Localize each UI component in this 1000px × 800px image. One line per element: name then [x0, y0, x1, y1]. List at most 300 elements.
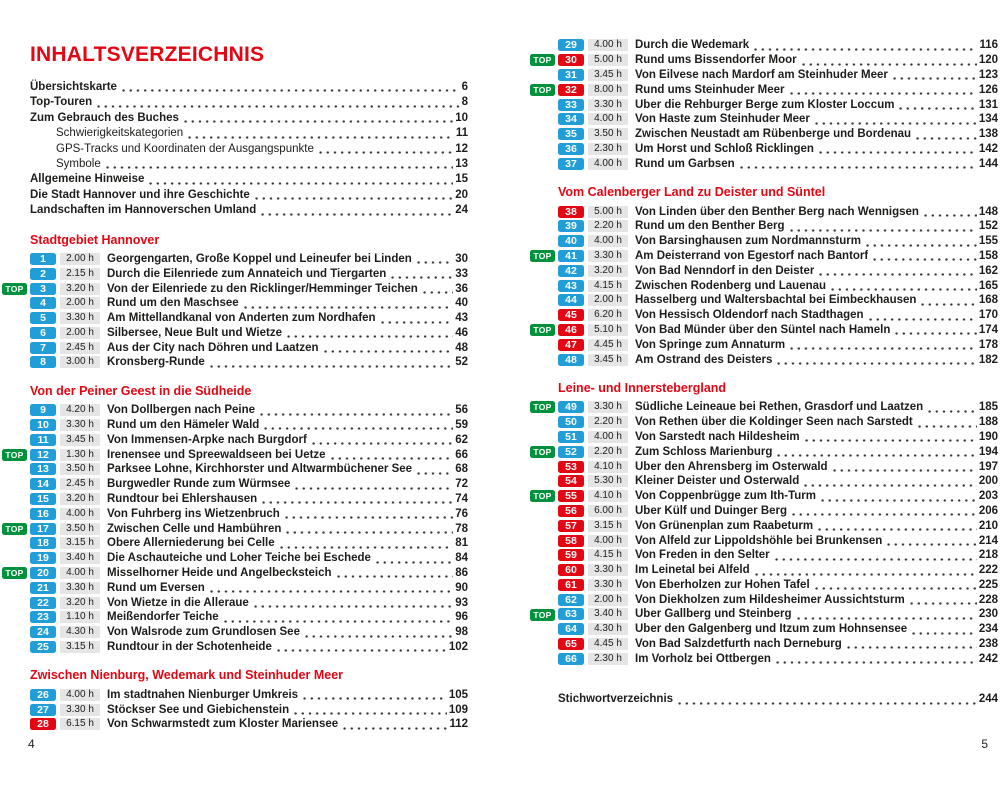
leader-dots: [293, 486, 453, 491]
tour-number-badge: 62: [558, 594, 584, 606]
tour-title: Rund um Eversen: [107, 581, 205, 594]
leader-dots: [788, 228, 977, 233]
tour-page-ref: 218: [978, 549, 998, 562]
tour-row: [558, 415, 998, 430]
tour-duration: 3.45 h: [588, 354, 628, 366]
tour-page-ref: 96: [455, 611, 468, 624]
tour-duration: 4.00 h: [588, 158, 628, 170]
tour-duration: 3.50 h: [60, 463, 100, 475]
top-badge: TOP: [2, 283, 27, 295]
tour-row: [30, 717, 468, 732]
tour-page-ref: 56: [455, 404, 468, 417]
leader-dots: [301, 696, 447, 701]
tour-row: [558, 112, 998, 127]
tour-row: [533, 400, 998, 415]
tour-row: [5, 566, 468, 581]
tour-page-ref: 112: [449, 718, 468, 731]
tour-number-badge: 49: [558, 401, 584, 413]
leader-dots: [208, 589, 453, 594]
section-heading: Leine- und Innerstebergland: [558, 380, 727, 395]
tour-row: [558, 337, 998, 352]
index-entry-label: Stichwortverzeichnis: [558, 693, 674, 706]
tour-row: [533, 444, 998, 459]
tour-number-badge: 63: [558, 608, 584, 620]
tour-duration: 3.30 h: [60, 312, 100, 324]
tour-duration: 3.20 h: [588, 265, 628, 277]
leader-dots: [831, 468, 977, 473]
front-matter-label: Symbole: [56, 157, 101, 170]
tour-duration: 4.45 h: [588, 638, 628, 650]
tour-number-badge: 28: [30, 718, 56, 730]
tour-row: [558, 533, 998, 548]
tour-row: [30, 640, 468, 655]
tour-number-badge: 30: [558, 54, 584, 66]
tour-row: [30, 687, 468, 702]
tour-page-ref: 242: [978, 652, 998, 665]
leader-dots: [104, 165, 453, 170]
top-badge: TOP: [530, 490, 555, 502]
tour-title: Zum Schloss Marienburg: [635, 445, 773, 458]
tour-page-ref: 123: [978, 68, 998, 81]
tour-title: Rund um Garbsen: [635, 157, 735, 170]
section-heading: Stadtgebiet Hannover: [30, 232, 160, 247]
tour-number-badge: 65: [558, 638, 584, 650]
tour-title: Rundtour bei Ehlershausen: [107, 493, 258, 506]
tour-title: Kronsberg-Runde: [107, 356, 205, 369]
tour-duration: 3.20 h: [60, 283, 100, 295]
tour-row: [558, 563, 998, 578]
tour-number-badge: 53: [558, 461, 584, 473]
tour-page-ref: 78: [455, 522, 468, 535]
tour-title: Kleiner Deister und Osterwald: [635, 475, 800, 488]
front-matter-item: [30, 95, 468, 110]
leader-dots: [910, 631, 977, 636]
tour-page-ref: 194: [978, 445, 998, 458]
tour-number-badge: 43: [558, 280, 584, 292]
leader-dots: [182, 119, 453, 124]
tour-title: Misselhorner Heide und Angelbecksteich: [107, 567, 332, 580]
tour-page-ref: 144: [978, 157, 998, 170]
front-matter-item: [30, 80, 468, 95]
leader-dots: [813, 586, 977, 591]
tour-page-ref: 185: [978, 401, 998, 414]
tour-row: [533, 607, 998, 622]
tour-duration: 4.15 h: [588, 549, 628, 561]
tour-duration: 4.10 h: [588, 461, 628, 473]
leader-dots: [738, 165, 977, 170]
tour-row: [558, 352, 998, 367]
tour-title: Von Sarstedt nach Hildesheim: [635, 430, 800, 443]
leader-dots: [908, 601, 977, 606]
tour-duration: 3.30 h: [60, 419, 100, 431]
tour-title: Über den Ahrensberg im Osterwald: [635, 460, 828, 473]
tour-number-badge: 11: [30, 434, 56, 446]
tour-title: Die Aschauteiche und Loher Teiche bei Eschede: [107, 552, 371, 565]
tour-page-ref: 93: [455, 596, 468, 609]
front-matter-label: GPS-Tracks und Koordinaten der Ausgangspunkte: [56, 142, 314, 155]
tour-row: [30, 403, 468, 418]
tour-duration: 2.00 h: [588, 294, 628, 306]
tour-title: Meißendorfer Teiche: [107, 611, 219, 624]
tour-page-ref: 126: [978, 83, 998, 96]
tour-number-badge: 29: [558, 39, 584, 51]
tour-row: [30, 326, 468, 341]
tour-title: Von Alfeld zur Lippoldshöhle bei Brunkensen: [635, 534, 883, 547]
tour-number-badge: 35: [558, 128, 584, 140]
leader-dots: [374, 560, 453, 565]
tour-sections-right: [533, 38, 998, 666]
tour-duration: 4.15 h: [588, 280, 628, 292]
leader-dots: [262, 426, 453, 431]
tour-duration: 5.00 h: [588, 206, 628, 218]
tour-duration: 2.00 h: [60, 297, 100, 309]
tour-page-ref: 152: [978, 220, 998, 233]
index-entry-row: [558, 692, 998, 707]
page-ref: 15: [455, 173, 468, 186]
tour-row: [558, 592, 998, 607]
tour-title: Am Mittellandkanal von Anderten zum Nordhafen: [107, 312, 376, 325]
tour-title: Über Külf und Duinger Berg: [635, 504, 788, 517]
tour-page-ref: 170: [978, 309, 998, 322]
tour-page-ref: 72: [455, 478, 468, 491]
tour-page-ref: 214: [978, 534, 998, 547]
leader-dots: [415, 471, 453, 476]
leader-dots: [322, 349, 454, 354]
tour-duration: 4.00 h: [60, 508, 100, 520]
leader-dots: [329, 456, 454, 461]
tour-title: Rund ums Steinhuder Meer: [635, 83, 785, 96]
tour-number-badge: 56: [558, 505, 584, 517]
tour-row: [533, 53, 998, 68]
tour-page-ref: 48: [455, 341, 468, 354]
leader-dots: [819, 498, 977, 503]
tour-title: Um Horst und Schloß Ricklingen: [635, 142, 814, 155]
tour-title: Von Schwarmstedt zum Kloster Mariensee: [107, 718, 339, 731]
tour-page-ref: 234: [978, 623, 998, 636]
tour-number-badge: 45: [558, 309, 584, 321]
tour-title: Am Ostrand des Deisters: [635, 353, 773, 366]
tour-page-ref: 30: [455, 252, 468, 265]
top-badge: TOP: [2, 567, 27, 579]
tour-number-badge: 66: [558, 653, 584, 665]
tour-number-badge: 50: [558, 416, 584, 428]
tour-number-badge: 42: [558, 265, 584, 277]
tour-number-badge: 52: [558, 446, 584, 458]
leader-dots: [278, 545, 454, 550]
tour-title: Im Leinetal bei Alfeld: [635, 564, 750, 577]
tour-duration: 3.30 h: [588, 99, 628, 111]
tour-duration: 4.00 h: [588, 431, 628, 443]
leader-dots: [817, 150, 977, 155]
page-ref: 6: [461, 81, 468, 93]
tour-duration: 6.15 h: [60, 718, 100, 730]
tour-duration: 8.00 h: [588, 84, 628, 96]
tour-page-ref: 178: [978, 338, 998, 351]
tour-number-badge: 41: [558, 250, 584, 262]
tour-row: [5, 447, 468, 462]
tour-duration: 3.20 h: [60, 493, 100, 505]
tour-row: [558, 156, 998, 171]
tour-row: [558, 504, 998, 519]
tour-page-ref: 76: [455, 507, 468, 520]
tour-title: Von Eilvese nach Mardorf am Steinhuder Meer: [635, 68, 888, 81]
tour-title: Zwischen Neustadt am Rübenberge und Bordenau: [635, 128, 912, 141]
tour-row: [558, 308, 998, 323]
tour-title: Von Bad Nenndorf in den Deister: [635, 264, 815, 277]
leader-dots: [285, 334, 453, 339]
tour-duration: 4.00 h: [588, 39, 628, 51]
tour-duration: 2.20 h: [588, 446, 628, 458]
tour-title: Von Immensen-Arpke nach Burgdorf: [107, 433, 307, 446]
top-badge: TOP: [530, 401, 555, 413]
tour-number-badge: 20: [30, 567, 56, 579]
tour-row: [558, 263, 998, 278]
leader-dots: [803, 438, 977, 443]
tour-page-ref: 84: [455, 552, 468, 565]
tour-duration: 2.30 h: [588, 653, 628, 665]
tour-duration: 4.00 h: [60, 567, 100, 579]
tour-number-badge: 17: [30, 523, 56, 535]
tour-title: Von Bad Münder über den Süntel nach Hameln: [635, 323, 891, 336]
tour-row: [30, 477, 468, 492]
tour-row: [533, 323, 998, 338]
tour-duration: 5.30 h: [588, 475, 628, 487]
leader-dots: [252, 604, 453, 609]
front-matter-list: [30, 80, 468, 219]
tour-page-ref: 66: [455, 448, 468, 461]
tour-duration: 4.45 h: [588, 339, 628, 351]
leader-dots: [922, 213, 977, 218]
leader-dots: [389, 275, 453, 280]
tour-page-ref: 197: [978, 460, 998, 473]
tour-page-ref: 228: [978, 593, 998, 606]
leader-dots: [788, 91, 977, 96]
tour-duration: 3.50 h: [588, 128, 628, 140]
tour-number-badge: 39: [558, 220, 584, 232]
tour-title: Rundtour in der Schotenheide: [107, 641, 272, 654]
tour-number-badge: 44: [558, 294, 584, 306]
front-matter-label: Top-Touren: [30, 96, 93, 109]
leader-dots: [926, 409, 977, 414]
tour-number-badge: 37: [558, 158, 584, 170]
leader-dots: [186, 135, 454, 140]
page-ref: 8: [461, 96, 468, 109]
tour-title: Von Freden in den Selter: [635, 549, 770, 562]
top-badge: TOP: [530, 324, 555, 336]
tour-title: Von Coppenbrügge zum Ith-Turm: [635, 490, 816, 503]
tour-page-ref: 109: [448, 703, 468, 716]
leader-dots: [415, 260, 453, 265]
leader-dots: [317, 150, 453, 155]
tour-number-badge: 33: [558, 99, 584, 111]
section-heading: Von der Peiner Geest in die Südheide: [30, 383, 252, 398]
folio-right: 5: [981, 737, 988, 751]
tour-duration: 5.00 h: [588, 54, 628, 66]
tour-title: Von der Eilenriede zu den Ricklinger/Hemminger Teichen: [107, 282, 418, 295]
tour-duration: 4.20 h: [60, 404, 100, 416]
toc-column-left: [5, 43, 468, 732]
tour-title: Von Linden über den Benther Berg nach Wennigsen: [635, 205, 919, 218]
tour-row: [30, 702, 468, 717]
tour-number-badge: 32: [558, 84, 584, 96]
tour-number-badge: 13: [30, 463, 56, 475]
tour-number-badge: 34: [558, 113, 584, 125]
tour-page-ref: 225: [978, 578, 998, 591]
tour-duration: 2.45 h: [60, 342, 100, 354]
tour-title: Durch die Wedemark: [635, 39, 750, 52]
tour-row: [558, 293, 998, 308]
page-ref: 24: [455, 204, 468, 217]
tour-number-badge: 47: [558, 339, 584, 351]
tour-number-badge: 58: [558, 535, 584, 547]
tour-page-ref: 238: [978, 638, 998, 651]
tour-title: Obere Allerniederung bei Celle: [107, 537, 275, 550]
leader-dots: [919, 302, 976, 307]
tour-row: [30, 462, 468, 477]
tour-row: [558, 459, 998, 474]
tour-row: [558, 219, 998, 234]
tour-title: Von Rethen über die Koldinger Seen nach Sarstedt: [635, 416, 913, 429]
leader-dots: [752, 47, 977, 52]
tour-page-ref: 222: [978, 564, 998, 577]
tour-number-badge: 64: [558, 623, 584, 635]
tour-duration: 1.10 h: [60, 611, 100, 623]
leader-dots: [871, 257, 977, 262]
tour-duration: 4.00 h: [588, 113, 628, 125]
tour-duration: 3.20 h: [60, 597, 100, 609]
tour-row: [558, 622, 998, 637]
tour-title: Von Wietze in die Alleraue: [107, 596, 249, 609]
tour-duration: 2.15 h: [60, 268, 100, 280]
leader-dots: [788, 346, 977, 351]
page-ref: 13: [455, 157, 468, 170]
tour-title: Parksee Lohne, Kirchhorster und Altwarmbüchener See: [107, 463, 413, 476]
tour-duration: 3.00 h: [60, 356, 100, 368]
tour-number-badge: 25: [30, 641, 56, 653]
tour-duration: 2.30 h: [588, 143, 628, 155]
leader-dots: [310, 441, 453, 446]
front-matter-item: [30, 111, 468, 126]
tour-title: Georgengarten, Große Koppel und Leineufer bei Linden: [107, 252, 412, 265]
leader-dots: [284, 530, 453, 535]
leader-dots: [341, 726, 447, 731]
tour-page-ref: 40: [455, 297, 468, 310]
tour-title: Südliche Leineaue bei Rethen, Grasdorf und Laatzen: [635, 401, 924, 414]
tour-row: [30, 551, 468, 566]
front-matter-item: [30, 142, 468, 157]
tour-page-ref: 120: [978, 54, 998, 67]
tour-row: [558, 430, 998, 445]
tour-row: [558, 548, 998, 563]
tour-title: Silbersee, Neue Bult und Wietze: [107, 326, 282, 339]
tour-page-ref: 203: [978, 490, 998, 503]
leader-dots: [283, 515, 453, 520]
top-badge: TOP: [530, 609, 555, 621]
page-ref: 20: [455, 188, 468, 201]
leader-dots: [775, 453, 976, 458]
tour-row: [558, 97, 998, 112]
tour-row: [30, 340, 468, 355]
tour-page-ref: 102: [448, 641, 468, 654]
tour-duration: 2.00 h: [588, 594, 628, 606]
tour-page-ref: 90: [455, 581, 468, 594]
tour-page-ref: 52: [455, 356, 468, 369]
tour-row: [30, 355, 468, 370]
tour-number-badge: 2: [30, 268, 56, 280]
folio-left: 4: [28, 737, 35, 751]
tour-number-badge: 14: [30, 478, 56, 490]
tour-number-badge: 22: [30, 597, 56, 609]
tour-number-badge: 10: [30, 419, 56, 431]
tour-duration: 3.15 h: [588, 520, 628, 532]
tour-page-ref: 210: [978, 519, 998, 532]
leader-dots: [845, 645, 977, 650]
front-matter-item: [30, 126, 468, 141]
tour-number-badge: 31: [558, 69, 584, 81]
leader-dots: [258, 412, 453, 417]
tour-duration: 3.30 h: [588, 250, 628, 262]
front-matter-item: [30, 188, 468, 203]
tour-number-badge: 61: [558, 579, 584, 591]
tour-page-ref: 81: [455, 537, 468, 550]
tour-sections-left: [5, 232, 468, 732]
tour-duration: 6.20 h: [588, 309, 628, 321]
tour-duration: 3.45 h: [60, 434, 100, 446]
front-matter-label: Übersichtskarte: [30, 81, 117, 93]
leader-dots: [802, 483, 977, 488]
tour-page-ref: 62: [455, 433, 468, 446]
tour-row: [30, 580, 468, 595]
leader-dots: [774, 660, 977, 665]
leader-dots: [867, 317, 977, 322]
top-badge: TOP: [530, 54, 555, 66]
tour-title: Aus der City nach Döhren und Laatzen: [107, 341, 319, 354]
page-ref: 10: [455, 111, 468, 124]
tour-number-badge: 5: [30, 312, 56, 324]
tour-number-badge: 48: [558, 354, 584, 366]
tour-title: Über den Galgenberg und Itzum zum Hohnsensee: [635, 623, 908, 636]
leader-dots: [795, 616, 977, 621]
leader-dots: [303, 634, 453, 639]
tour-page-ref: 105: [448, 688, 468, 701]
tour-duration: 2.00 h: [60, 327, 100, 339]
tour-duration: 4.00 h: [588, 235, 628, 247]
tour-title: Von Grünenplan zum Raabeturm: [635, 519, 814, 532]
tour-title: Zwischen Celle und Hambühren: [107, 522, 282, 535]
tour-number-badge: 19: [30, 552, 56, 564]
tour-row: [558, 127, 998, 142]
tour-duration: 2.20 h: [588, 416, 628, 428]
leader-dots: [916, 424, 977, 429]
leader-dots: [379, 320, 454, 325]
tour-duration: 4.30 h: [588, 623, 628, 635]
tour-duration: 3.30 h: [588, 579, 628, 591]
tour-row: [558, 474, 998, 489]
tour-page-ref: 200: [978, 475, 998, 488]
tour-title: Von Bad Salzdetfurth nach Derneburg: [635, 638, 842, 651]
tour-title: Hasselberg und Waltersbachtal bei Eimbeckhausen: [635, 294, 917, 307]
tour-row: [30, 492, 468, 507]
leader-dots: [816, 527, 977, 532]
leader-dots: [421, 290, 453, 295]
front-matter-label: Die Stadt Hannover und ihre Geschichte: [30, 188, 250, 201]
leader-dots: [275, 648, 447, 653]
section-heading: Zwischen Nienburg, Wedemark und Steinhuder Meer: [30, 668, 344, 683]
top-badge: TOP: [530, 84, 555, 96]
tour-title: Von Dollbergen nach Peine: [107, 404, 256, 417]
tour-title: Von Diekholzen zum Hildesheimer Aussichtsturm: [635, 593, 905, 606]
tour-duration: 3.40 h: [60, 552, 100, 564]
